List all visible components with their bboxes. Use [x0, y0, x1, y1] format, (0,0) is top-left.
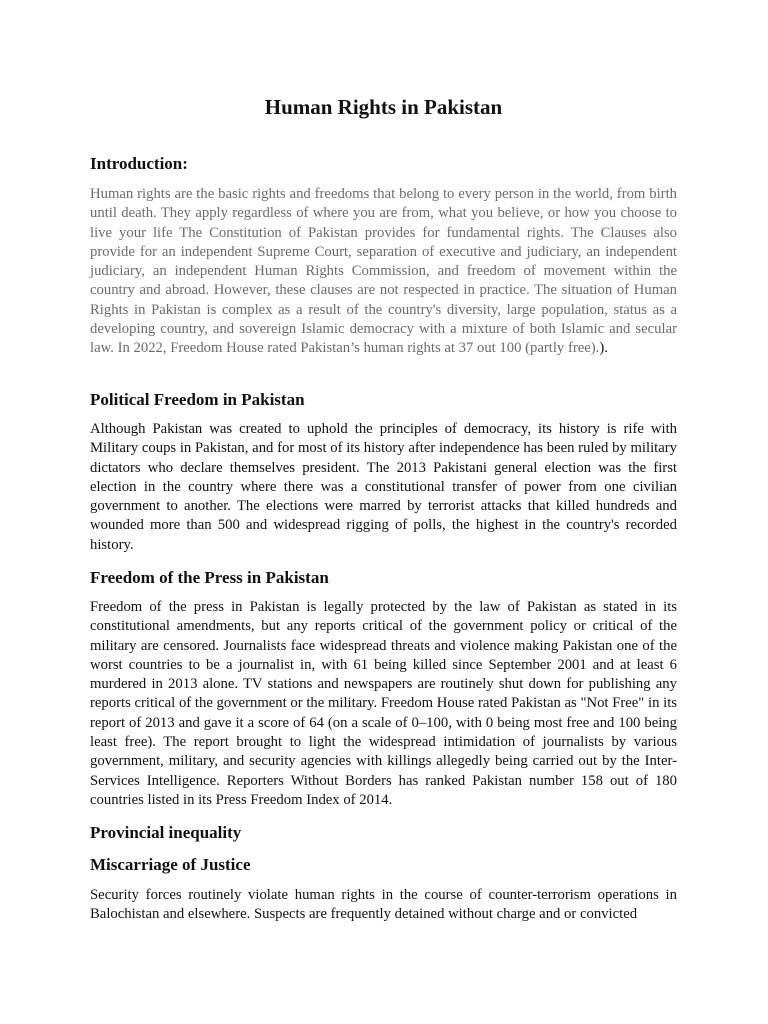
section-body-political-freedom: Although Pakistan was created to uphold the principles of democracy, its history is rife with Military coups in Pakistan, and for most of its history after independence has been ruled by military dictators who declare themselves president. The 2013 Pakistani general election was the first election in the country where there was a constitutional transfer of power from one civilian government to another. The elections were marred by terrorist attacks that killed hundreds and wounded more than 500 and widespread rigging of polls, the highest in the country's recorded history.	[90, 421, 677, 553]
introduction-text: Human rights are the basic rights and freedoms that belong to every person in the world, from birth until death. They apply regardless of where you are from, what you believe, or how you choose to live your life The Constitution of Pakistan provides for fundamental rights. The Clauses also provide for an independent Supreme Court, separation of executive and judiciary, an independent judiciary, an independent Human Rights Commission, and freedom of movement within the country and abroad. However, these clauses are not respected in practice. The situation of Human Rights in Pakistan is complex as a result of the country's diversity, large population, status as a developing country, and sovereign Islamic democracy with a mixture of both Islamic and secular law. In 2022, Freedom House rated Pakistan’s human rights at 37 out 100 (partly free).	[90, 186, 677, 357]
section-body-miscarriage-of-justice: Security forces routinely violate human rights in the course of counter-terrorism operations in Balochistan and elsewhere. Suspects are frequently detained without charge and or convicted	[90, 887, 677, 923]
section-heading-political-freedom: Political Freedom in Pakistan	[90, 390, 305, 409]
section-heading-provincial-inequality: Provincial inequality	[90, 823, 242, 842]
introduction-tail: ).	[599, 340, 608, 357]
document-title: Human Rights in Pakistan	[264, 95, 503, 119]
section-heading-miscarriage-of-justice: Miscarriage of Justice	[90, 855, 251, 874]
section-body-press-freedom: Freedom of the press in Pakistan is legally protected by the law of Pakistan as stated in its constitutional amendments, but any reports critical of the government policy or critical of the military are censored. Journalists face widespread threats and violence making Pakistan one of the worst countries to be a journalist in, with 61 being killed since September 2001 and at least 6 murdered in 2013 alone. TV stations and newspapers are routinely shut down for publishing any reports critical of the government or the military. Freedom House rated Pakistan as "Not Free" in its report of 2013 and gave it a score of 64 (on a scale of 0–100, with 0 being most free and 100 being least free). The report brought to light the widespread intimidation of journalists by various government, military, and security agencies with killings allegedly being carried out by the Inter-Services Intelligence. Reporters Without Borders has ranked Pakistan number 158 out of 180 countries listed in its Press Freedom Index of 2014.	[90, 599, 677, 808]
section-heading-press-freedom: Freedom of the Press in Pakistan	[90, 568, 329, 587]
section-heading-introduction: Introduction:	[90, 154, 188, 173]
section-body-introduction	[90, 185, 677, 359]
